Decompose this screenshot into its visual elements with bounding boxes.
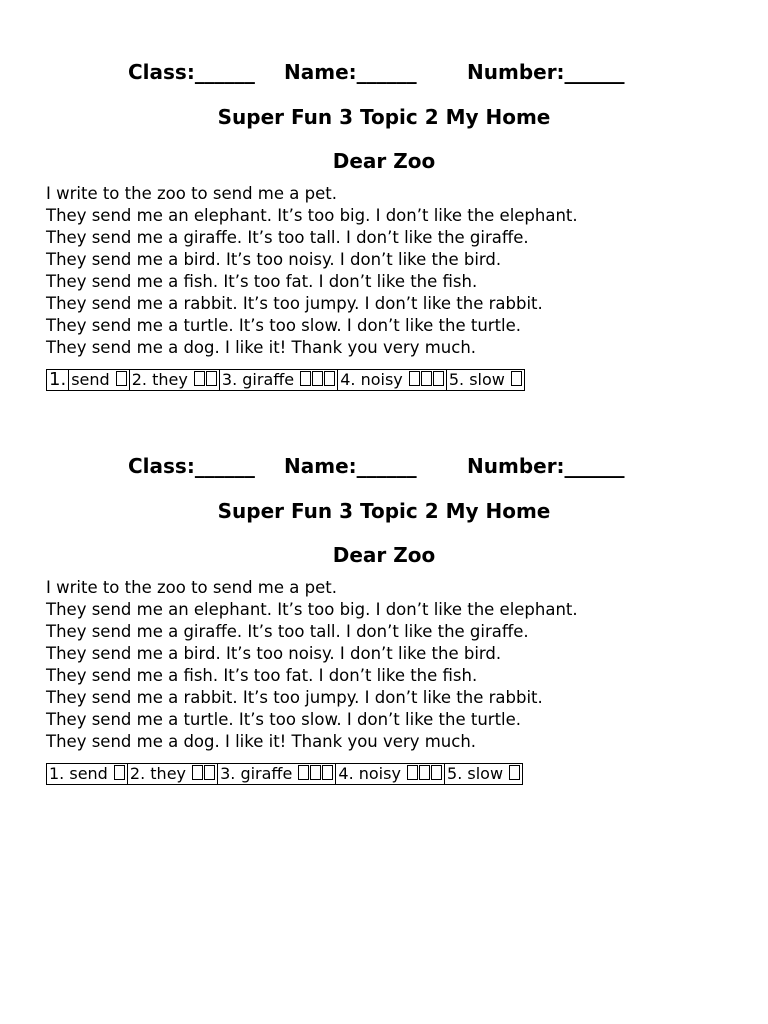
number-field-label: Number:______: [467, 60, 625, 84]
missing-glyph-icon: [509, 765, 520, 780]
story-line: I write to the zoo to send me a pet.: [46, 184, 337, 203]
vocab-item: [219, 369, 338, 391]
vocab-item: [129, 369, 220, 391]
vocab-word: 1. send: [49, 764, 113, 783]
vocab-item-number: [46, 369, 69, 391]
vocab-word: 3. giraffe: [220, 764, 298, 783]
story-line: They send me a bird. It’s too noisy. I don’t like the bird.: [46, 250, 502, 269]
story-line: They send me a dog. I like it! Thank you very much.: [46, 732, 477, 751]
vocab-item: [46, 763, 128, 785]
vocab-word: 3. giraffe: [221, 370, 300, 389]
student-info-header: [0, 58, 768, 88]
story-line: They send me a giraffe. It’s too tall. I don’t like the giraffe.: [46, 622, 529, 641]
missing-glyph-icon: [419, 765, 430, 780]
story-line: I write to the zoo to send me a pet.: [46, 578, 337, 597]
vocab-item: [217, 763, 336, 785]
class-field-label: Class:______: [128, 60, 255, 84]
story-line: They send me a bird. It’s too noisy. I don’t like the bird.: [46, 644, 502, 663]
name-field-label: Name:______: [284, 454, 417, 478]
vocab-word: 5. slow: [448, 370, 510, 389]
missing-glyph-icon: [192, 765, 203, 780]
story-line: They send me a dog. I like it! Thank you very much.: [46, 338, 477, 357]
vocab-item: [444, 763, 523, 785]
vocabulary-row: [46, 763, 522, 785]
story-title: Dear Zoo: [332, 543, 436, 567]
vocab-number-text: 1.: [49, 369, 67, 390]
missing-glyph-icon: [511, 371, 522, 386]
story-line: They send me a turtle. It’s too slow. I don’t like the turtle.: [46, 710, 522, 729]
story-title: Dear Zoo: [332, 149, 436, 173]
story-line: They send me an elephant. It’s too big. I don’t like the elephant.: [46, 600, 578, 619]
class-field-label: Class:______: [128, 454, 255, 478]
missing-glyph-icon: [300, 371, 311, 386]
missing-glyph-icon: [407, 765, 418, 780]
vocabulary-row: [46, 369, 524, 391]
missing-glyph-icon: [409, 371, 420, 386]
student-info-header: [0, 452, 768, 482]
missing-glyph-icon: [322, 765, 333, 780]
missing-glyph-icon: [431, 765, 442, 780]
missing-glyph-icon: [324, 371, 335, 386]
vocab-word: 4. noisy: [340, 370, 408, 389]
story-text: [46, 577, 746, 753]
vocab-word: 2. they: [129, 764, 192, 783]
missing-glyph-icon: [204, 765, 215, 780]
missing-glyph-icon: [114, 765, 125, 780]
missing-glyph-icon: [433, 371, 444, 386]
vocab-word: 5. slow: [447, 764, 509, 783]
story-line: They send me an elephant. It’s too big. I don’t like the elephant.: [46, 206, 578, 225]
missing-glyph-icon: [310, 765, 321, 780]
story-text: [46, 183, 746, 359]
vocab-item: [337, 369, 447, 391]
story-line: They send me a turtle. It’s too slow. I don’t like the turtle.: [46, 316, 522, 335]
vocab-item: [446, 369, 525, 391]
name-field-label: Name:______: [284, 60, 417, 84]
worksheet-title: Super Fun 3 Topic 2 My Home: [217, 105, 551, 129]
story-line: They send me a fish. It’s too fat. I don’t like the fish.: [46, 666, 478, 685]
missing-glyph-icon: [421, 371, 432, 386]
story-line: They send me a rabbit. It’s too jumpy. I don’t like the rabbit.: [46, 294, 543, 313]
vocab-item: [127, 763, 218, 785]
vocab-word: 4. noisy: [338, 764, 407, 783]
missing-glyph-icon: [194, 371, 205, 386]
missing-glyph-icon: [116, 371, 127, 386]
missing-glyph-icon: [312, 371, 323, 386]
story-line: They send me a rabbit. It’s too jumpy. I don’t like the rabbit.: [46, 688, 543, 707]
vocab-item: [335, 763, 445, 785]
missing-glyph-icon: [206, 371, 217, 386]
number-field-label: Number:______: [467, 454, 625, 478]
missing-glyph-icon: [298, 765, 309, 780]
story-line: They send me a fish. It’s too fat. I don’t like the fish.: [46, 272, 478, 291]
worksheet-title: Super Fun 3 Topic 2 My Home: [217, 499, 551, 523]
vocab-word: 2. they: [131, 370, 193, 389]
vocab-word: send: [71, 370, 115, 389]
vocab-item: [68, 369, 130, 391]
story-line: They send me a giraffe. It’s too tall. I don’t like the giraffe.: [46, 228, 529, 247]
